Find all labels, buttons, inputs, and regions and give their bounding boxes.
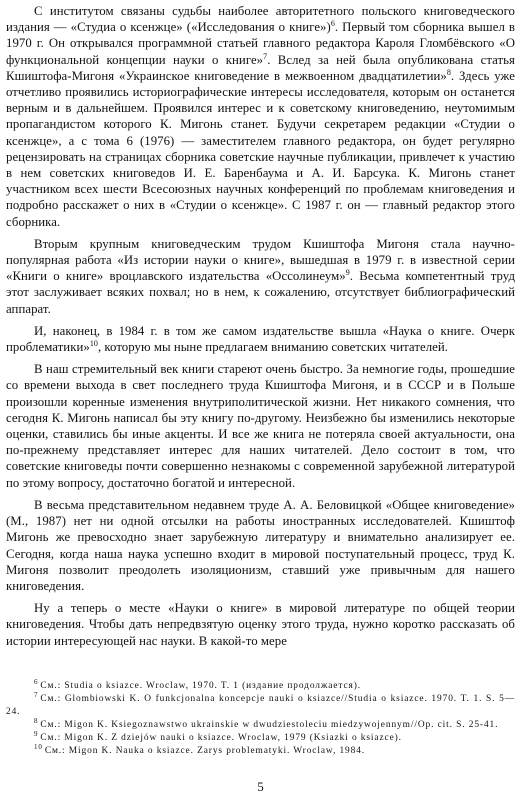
paragraph-text: , которую мы ныне предлагаем вниманию советских читателей. — [97, 340, 449, 355]
paragraph — [6, 323, 515, 355]
footnotes — [6, 680, 515, 758]
footnote-number: 7 — [34, 691, 39, 699]
footnote — [6, 719, 515, 732]
paragraph-text: В наш стремительный век книги стареют очень быстро. За немногие годы, прошедшие со времени выхода в свет последнего труда Кшиштофа Мигоня, и в СССР и в Польше произошли коренные изменения внутриполитической жизни. Нет никакого сомнения, что сегодня К. Мигонь написал бы эту книгу по-другому. Неизбежно бы изменились некоторые оценки, ставились бы иные акценты. И все же книга не потеряла своей актуальности, она по-прежнему представляет интерес для наших читателей. Дело состоит в том, что советские книговеды почти совершенно незнакомы с современной зарубежной литературой по этому вопросу, достаточно богатой и интересной. — [6, 362, 515, 490]
footnote-reference: 6 — [330, 19, 335, 29]
footnote-text: См.: Studia o ksiazce. Wroclaw, 1970. T. 1 (издание продолжается). — [40, 681, 362, 691]
body-text — [6, 3, 515, 649]
paragraph-text: С институтом связаны судьбы наиболее авторитетного польского книговедческого издания — «Студиа о ксенжце» («Исследования о книге») — [6, 4, 515, 35]
footnote-number: 6 — [34, 678, 39, 686]
page-number: 5 — [257, 779, 264, 794]
paragraph — [6, 361, 515, 491]
footnote-number: 9 — [34, 730, 39, 738]
footnote-text: См.: Glombiowski K. O funkcjonalna koncepcje nauki o ksiazce//Studia o ksiazce. 1970. T. 1. S. 5—24. — [6, 694, 515, 717]
paragraph-text: И, наконец, в 1984 г. в том же самом издательстве вышла «Наука о книге. Очерк проблематики» — [6, 323, 515, 355]
paragraph-text: Ну а теперь о месте «Науки о книге» в мировой литературе по общей теории книговедения. Чтобы дать непредвзятую оценку этого труда, нужно коротко рассказать об истории интересующей нас науки. В какой-то мере — [6, 601, 515, 648]
paragraph-text: . Здесь уже отчетливо проявились историографические интересы исследователя, которым он останется верным и в дальнейшем. Проявился интерес и к советскому книговедению, неутомимым пропагандистом которого К. Мигонь станет. Будучи секретарем редакции «Студии о ксенжце», а с тома 6 (1976) — заместителем главного редактора, он будет регулярно рецензировать на страницах сборника советские научные публикации, привлечет к участию в нем советских книговедов И. Е. Баренбаума и А. И. Барсука. К. Мигонь станет участником всех шести Всесоюзных научных конференций по проблемам книговедения и подробно расскажет о них в «Студии о ксенжце». С 1987 г. он — главный редактор этого сборника. — [6, 68, 515, 229]
footnote-reference: 10 — [89, 339, 98, 349]
footnote-text: См.: Migon K. Nauka o ksiazce. Zarys problematyki. Wroclaw, 1984. — [44, 746, 366, 756]
footnote — [6, 693, 515, 719]
footnote — [6, 732, 515, 745]
footnote-text: См.: Migon K. Ksiegoznawstwo ukrainskie w dwudziestoleciu miedzywojennym//Op. cit. S. 25-41. — [40, 720, 499, 730]
paragraph — [6, 3, 515, 230]
paragraph-text: . Вслед за ней была опубликована статья Кшиштофа-Мигоня «Украинское книговедение в межвоенном двадцатилетии» — [6, 52, 515, 83]
paragraph-text: . Первый том сборника вышел в 1970 г. Он открывался программной статьей главного редактора Кароля Гломбёвского «О функциональной концепции науки о книге» — [6, 20, 515, 67]
footnote-number: 10 — [34, 743, 43, 751]
footnote-reference: 8 — [446, 67, 451, 77]
footnote — [6, 745, 515, 758]
paragraph — [6, 236, 515, 317]
paragraph-text: Вторым крупным книговедческим трудом Кшиштофа Мигоня стала научно-популярная работа «Из истории науки о книге», вышедшая в 1979 г. в известной серии «Книги о книге» вроцлавского издательства «Оссолинеум» — [6, 236, 515, 284]
paragraph — [6, 497, 515, 594]
footnote-number: 8 — [34, 717, 39, 725]
paragraph — [6, 600, 515, 649]
footnote-reference: 9 — [345, 268, 350, 278]
paragraph-text: . Весьма компетентный труд этот заслуживает всяких похвал; но в нем, к сожалению, отсутствует библиографический аппарат. — [6, 269, 516, 316]
footnote-reference: 7 — [263, 51, 268, 61]
paragraph-text: В весьма представительном недавнем труде А. А. Беловицкой «Общее книговедение» (М., 1987) нет ни одной отсылки на работы иностранных исследователей. Кшиштоф Мигонь же превосходно знает зарубежную литературу и внимательно анализирует ее. Сегодня, когда наша наука успешно входит в мировой поступательный процесс, труд К. Мигоня позволит преодолеть изоляционизм, ставший уже привычным для нашего книговедения. — [6, 497, 515, 593]
footnote — [6, 680, 515, 693]
footnote-text: См.: Migon K. Z dziejów nauki o ksiazce. Wroclaw, 1979 (Ksiazki o ksiazce). — [40, 733, 402, 743]
